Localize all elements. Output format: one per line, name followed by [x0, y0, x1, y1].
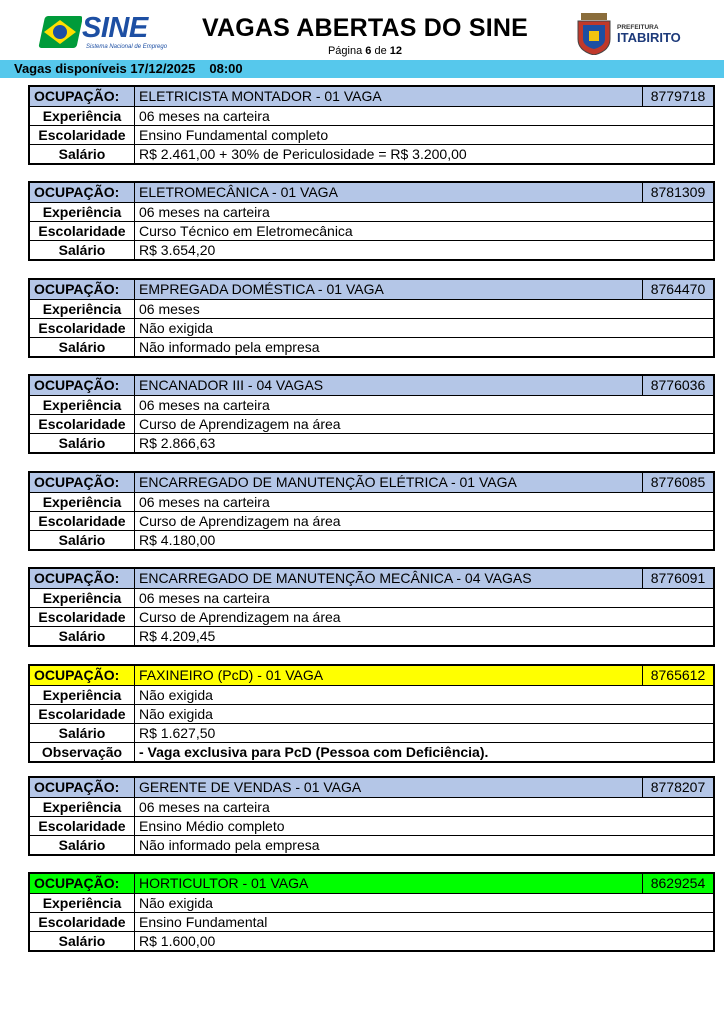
prefeitura-logo [575, 13, 690, 55]
ocupacao-label: OCUPAÇÃO: [30, 473, 135, 492]
detail-label: Salário [30, 627, 135, 645]
detail-value: Curso de Aprendizagem na área [139, 513, 341, 529]
job-table [28, 664, 715, 763]
job-code: 8779718 [642, 87, 713, 106]
page-label: Página [327, 45, 363, 57]
job-detail-row [30, 221, 713, 240]
job-detail-row [30, 797, 713, 816]
job-detail-row [30, 704, 713, 723]
ocupacao-label: OCUPAÇÃO: [30, 376, 135, 395]
job-detail-row [30, 337, 713, 356]
detail-label: Escolaridade [30, 126, 135, 144]
job-detail-row [30, 240, 713, 259]
detail-label: Experiência [30, 589, 135, 607]
job-title: ELETRICISTA MONTADOR - 01 VAGA [139, 88, 382, 104]
detail-value: Curso de Aprendizagem na área [139, 416, 341, 432]
detail-label: Salário [30, 145, 135, 163]
job-header-row [30, 874, 713, 893]
detail-label: Salário [30, 932, 135, 950]
detail-value: Não exigida [139, 687, 213, 703]
ocupacao-label: OCUPAÇÃO: [30, 280, 135, 299]
job-code: 8776091 [642, 569, 713, 588]
job-table [28, 567, 715, 647]
job-detail-row [30, 318, 713, 337]
detail-label: Observação [30, 743, 135, 761]
job-header-row [30, 87, 713, 106]
detail-value: - Vaga exclusiva para PcD (Pessoa com Deficiência). [139, 744, 489, 760]
detail-value: Não informado pela empresa [139, 837, 320, 853]
ocupacao-label: OCUPAÇÃO: [30, 183, 135, 202]
job-detail-row [30, 395, 713, 414]
job-detail-row [30, 931, 713, 950]
detail-value: R$ 2.866,63 [139, 435, 216, 451]
detail-value: Ensino Fundamental completo [139, 127, 329, 143]
job-table [28, 374, 715, 454]
job-detail-row [30, 835, 713, 854]
detail-value: Não exigida [139, 706, 213, 722]
job-header-row [30, 376, 713, 395]
detail-label: Salário [30, 338, 135, 356]
job-code: 8764470 [642, 280, 713, 299]
job-detail-row [30, 299, 713, 318]
detail-value: 06 meses na carteira [139, 590, 270, 606]
job-title: ELETROMECÂNICA - 01 VAGA [139, 184, 338, 200]
job-header-row [30, 473, 713, 492]
detail-label: Experiência [30, 107, 135, 125]
job-detail-row [30, 530, 713, 549]
detail-value: Ensino Fundamental [139, 914, 268, 930]
page-total: 12 [389, 45, 403, 57]
job-table [28, 85, 715, 165]
job-header-row [30, 569, 713, 588]
detail-value: Curso Técnico em Eletromecânica [139, 223, 353, 239]
detail-value: 06 meses na carteira [139, 397, 270, 413]
job-header-row [30, 666, 713, 685]
detail-label: Escolaridade [30, 512, 135, 530]
detail-value: R$ 2.461,00 + 30% de Periculosidade = R$ 3.200,00 [139, 146, 467, 162]
job-detail-row [30, 912, 713, 931]
detail-label: Escolaridade [30, 608, 135, 626]
job-table [28, 278, 715, 358]
ocupacao-label: OCUPAÇÃO: [30, 569, 135, 588]
detail-value: R$ 1.627,50 [139, 725, 216, 741]
page-header [0, 0, 724, 60]
detail-value: 06 meses [139, 301, 200, 317]
detail-value: Curso de Aprendizagem na área [139, 609, 341, 625]
detail-label: Experiência [30, 396, 135, 414]
job-title: ENCANADOR III - 04 VAGAS [139, 377, 324, 393]
job-detail-row [30, 742, 713, 761]
job-table [28, 471, 715, 551]
detail-value: Não exigida [139, 895, 213, 911]
job-title: HORTICULTOR - 01 VAGA [139, 875, 309, 891]
detail-value: Ensino Médio completo [139, 818, 285, 834]
detail-value: Não exigida [139, 320, 213, 336]
job-title: ENCARREGADO DE MANUTENÇÃO ELÉTRICA - 01 VAGA [139, 474, 517, 490]
sine-logo-text: SINE [82, 12, 148, 44]
detail-label: Escolaridade [30, 222, 135, 240]
job-table [28, 872, 715, 952]
detail-label: Escolaridade [30, 705, 135, 723]
job-table [28, 776, 715, 856]
job-detail-row [30, 816, 713, 835]
prefeitura-label: PREFEITURA [617, 24, 659, 31]
job-code: 8781309 [642, 183, 713, 202]
job-detail-row [30, 433, 713, 452]
detail-label: Escolaridade [30, 415, 135, 433]
detail-value: 06 meses na carteira [139, 108, 270, 124]
job-detail-row [30, 723, 713, 742]
detail-value: R$ 3.654,20 [139, 242, 216, 258]
detail-label: Experiência [30, 686, 135, 704]
detail-label: Escolaridade [30, 817, 135, 835]
detail-value: 06 meses na carteira [139, 494, 270, 510]
detail-value: R$ 4.209,45 [139, 628, 216, 644]
job-code: 8629254 [642, 874, 713, 893]
job-header-row [30, 280, 713, 299]
job-header-row [30, 778, 713, 797]
job-title: GERENTE DE VENDAS - 01 VAGA [139, 779, 362, 795]
job-table [28, 181, 715, 261]
job-code: 8776036 [642, 376, 713, 395]
detail-label: Experiência [30, 203, 135, 221]
brazil-flag-icon [38, 12, 82, 52]
detail-value: Não informado pela empresa [139, 339, 320, 355]
banner-date: Vagas disponíveis 17/12/2025 [14, 61, 196, 76]
ocupacao-label: OCUPAÇÃO: [30, 778, 135, 797]
job-detail-row [30, 106, 713, 125]
page-title: VAGAS ABERTAS DO SINE [202, 14, 528, 42]
detail-label: Salário [30, 836, 135, 854]
detail-label: Salário [30, 241, 135, 259]
sine-logo-subtitle: Sistema Nacional de Emprego [86, 44, 168, 50]
job-code: 8765612 [642, 666, 713, 685]
job-detail-row [30, 685, 713, 704]
job-detail-row [30, 893, 713, 912]
banner-time: 08:00 [209, 61, 243, 76]
job-header-row [30, 183, 713, 202]
job-title: FAXINEIRO (PcD) - 01 VAGA [139, 667, 324, 683]
job-title: EMPREGADA DOMÉSTICA - 01 VAGA [139, 281, 384, 297]
page-indicator [195, 45, 535, 57]
ocupacao-label: OCUPAÇÃO: [30, 87, 135, 106]
availability-banner [0, 60, 724, 78]
detail-label: Experiência [30, 300, 135, 318]
detail-label: Escolaridade [30, 319, 135, 337]
detail-value: 06 meses na carteira [139, 204, 270, 220]
city-name: ITABIRITO [617, 30, 681, 45]
city-crest-icon [575, 13, 613, 55]
page-of: de [374, 45, 387, 57]
detail-label: Escolaridade [30, 913, 135, 931]
ocupacao-label: OCUPAÇÃO: [30, 666, 135, 685]
ocupacao-label: OCUPAÇÃO: [30, 874, 135, 893]
job-code: 8776085 [642, 473, 713, 492]
job-detail-row [30, 588, 713, 607]
detail-value: R$ 4.180,00 [139, 532, 216, 548]
detail-label: Salário [30, 531, 135, 549]
detail-label: Salário [30, 434, 135, 452]
detail-label: Experiência [30, 894, 135, 912]
detail-label: Experiência [30, 798, 135, 816]
job-detail-row [30, 202, 713, 221]
job-detail-row [30, 144, 713, 163]
job-title: ENCARREGADO DE MANUTENÇÃO MECÂNICA - 04 VAGAS [139, 570, 532, 586]
job-code: 8778207 [642, 778, 713, 797]
sine-logo [38, 12, 168, 54]
job-detail-row [30, 414, 713, 433]
detail-value: 06 meses na carteira [139, 799, 270, 815]
job-detail-row [30, 607, 713, 626]
job-detail-row [30, 511, 713, 530]
page-current: 6 [365, 45, 372, 57]
job-detail-row [30, 492, 713, 511]
job-detail-row [30, 626, 713, 645]
detail-value: R$ 1.600,00 [139, 933, 216, 949]
detail-label: Experiência [30, 493, 135, 511]
detail-label: Salário [30, 724, 135, 742]
job-detail-row [30, 125, 713, 144]
